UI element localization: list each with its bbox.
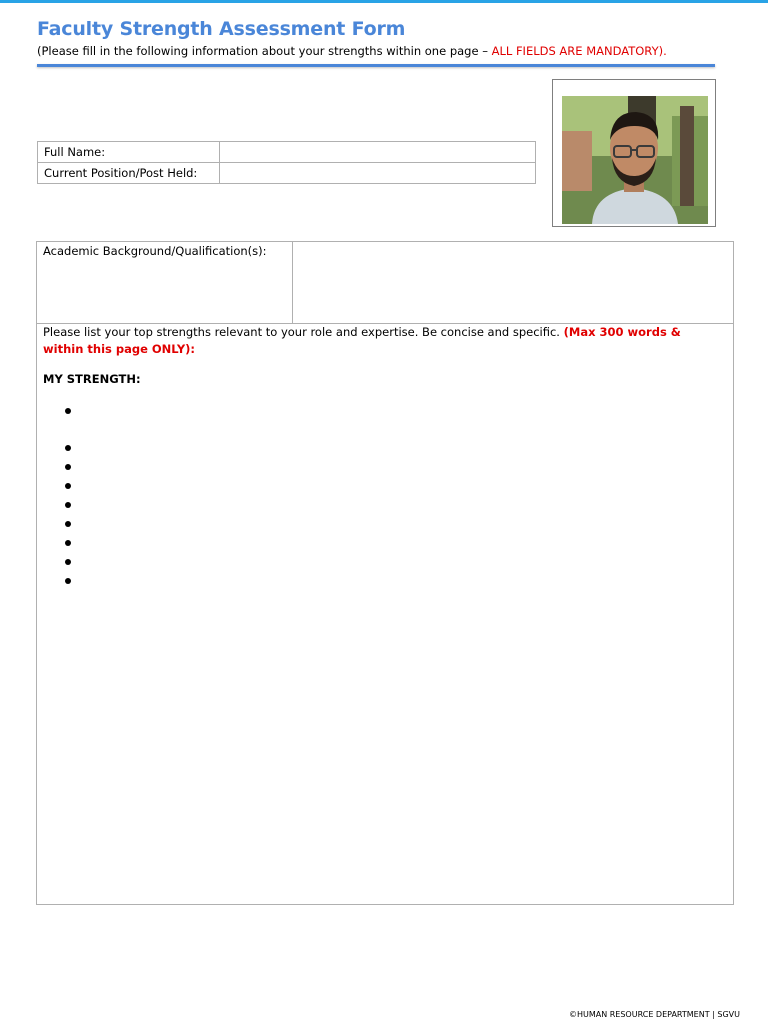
strengths-instruction-text: Please list your top strengths relevant to your role and expertise. Be concise and specific.	[43, 325, 564, 339]
personal-info-table	[37, 141, 536, 184]
photo-frame	[552, 79, 716, 227]
position-field[interactable]	[220, 163, 536, 184]
academic-background-field[interactable]	[293, 242, 733, 323]
strength-bullet	[65, 464, 71, 470]
strength-bullet	[65, 445, 71, 451]
position-label: Current Position/Post Held:	[38, 163, 220, 184]
strength-bullet	[65, 502, 71, 508]
page-subtitle	[37, 44, 667, 58]
page-title: Faculty Strength Assessment Form	[37, 18, 406, 40]
strengths-instruction	[43, 324, 723, 358]
academic-background-label: Academic Background/Qualification(s):	[37, 242, 293, 324]
mandatory-notice: ALL FIELDS ARE MANDATORY).	[491, 44, 667, 58]
my-strength-heading: MY STRENGTH:	[43, 372, 141, 386]
strength-bullet	[65, 578, 71, 584]
profile-photo	[562, 96, 708, 224]
strength-bullet	[65, 559, 71, 565]
strength-bullet	[65, 483, 71, 489]
full-name-field[interactable]	[220, 142, 536, 163]
word-limit-notice: (Max 300 words & within this page ONLY):	[43, 325, 681, 356]
title-divider	[37, 64, 715, 67]
position-row	[38, 163, 536, 184]
top-accent-bar	[0, 0, 768, 3]
full-name-row	[38, 142, 536, 163]
footer-text: ©HUMAN RESOURCE DEPARTMENT | SGVU	[568, 1010, 740, 1019]
full-name-label: Full Name:	[38, 142, 220, 163]
strength-bullet	[65, 540, 71, 546]
assessment-box	[36, 241, 734, 905]
strength-bullet	[65, 521, 71, 527]
strength-bullet	[65, 408, 71, 414]
subtitle-text: (Please fill in the following information about your strengths within one page –	[37, 44, 492, 58]
